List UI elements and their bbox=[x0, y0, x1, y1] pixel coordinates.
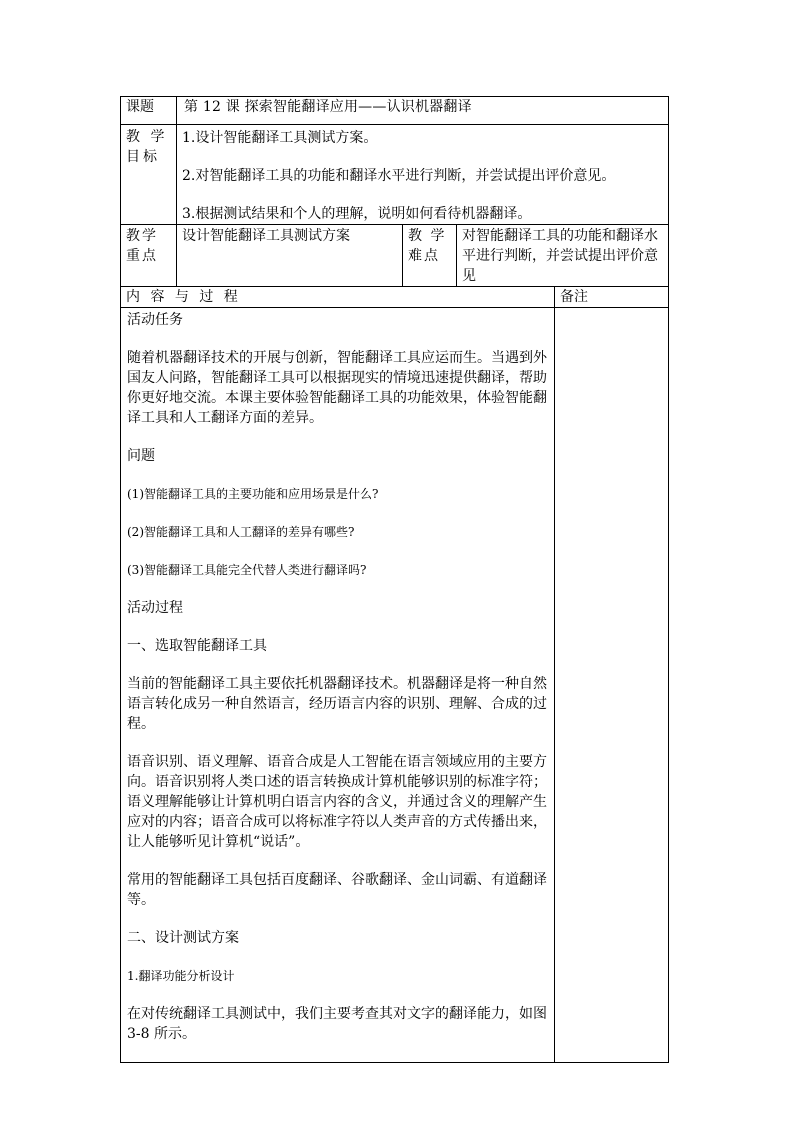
title-row bbox=[121, 97, 669, 125]
paragraph: 随着机器翻译技术的开展与创新，智能翻译工具应运而生。当遇到外国友人问路，智能翻译工具可以根据现实的情境迅速提供翻译，帮助你更好地交流。本课主要体验智能翻译工具的功能效果，体验智能翻译工具和人工翻译方面的差异。 bbox=[127, 350, 547, 426]
content-row bbox=[121, 308, 669, 1063]
difficulty-label: 教 学 难点 bbox=[403, 225, 457, 287]
key-point-text: 设计智能翻译工具测试方案 bbox=[177, 225, 403, 287]
section-heading: 活动过程 bbox=[127, 600, 183, 616]
section-heading: 问题 bbox=[127, 448, 155, 464]
objective-item: 1.设计智能翻译工具测试方案。 bbox=[182, 130, 378, 146]
remarks-header: 备注 bbox=[555, 287, 669, 308]
objectives-row bbox=[121, 125, 669, 225]
difficulty-text: 对智能翻译工具的功能和翻译水平进行判断，并尝试提出评价意见 bbox=[457, 225, 669, 287]
lesson-label: 课题 bbox=[121, 97, 177, 125]
objectives-label: 教 学 目标 bbox=[121, 125, 177, 225]
question-item: (2)智能翻译工具和人工翻译的差异有哪些? bbox=[127, 525, 355, 539]
paragraph: 语音识别、语义理解、语音合成是人工智能在语言领域应用的主要方向。语音识别将人类口述的语言转换成计算机能够识别的标准字符；语义理解能够让计算机明白语言内容的含义，并通过含义的理解产生应对的内容；语音合成可以将标准字符以人类声音的方式传播出来，让人能够听见计算机“说话”。 bbox=[127, 754, 547, 850]
paragraph: 在对传统翻译工具测试中，我们主要考查其对文字的翻译能力，如图 3-8 所示。 bbox=[127, 1006, 547, 1042]
question-item: (1)智能翻译工具的主要功能和应用场景是什么? bbox=[127, 487, 379, 501]
column-header-row bbox=[121, 287, 669, 308]
question-item: (3)智能翻译工具能完全代替人类进行翻译吗? bbox=[127, 563, 367, 577]
key-point-label: 教学 重点 bbox=[121, 225, 177, 287]
content-cell bbox=[121, 308, 555, 1063]
objective-item: 2.对智能翻译工具的功能和翻译水平进行判断，并尝试提出评价意见。 bbox=[182, 168, 616, 184]
key-difficulty-row bbox=[121, 225, 669, 287]
subsection-heading: 1.翻译功能分析设计 bbox=[127, 969, 235, 983]
subsection-heading: 二、设计测试方案 bbox=[127, 930, 239, 946]
lesson-plan-table bbox=[120, 96, 669, 1063]
subsection-heading: 一、选取智能翻译工具 bbox=[127, 638, 267, 654]
objective-item: 3.根据测试结果和个人的理解，说明如何看待机器翻译。 bbox=[182, 206, 532, 222]
remarks-cell bbox=[555, 308, 669, 1063]
section-heading: 活动任务 bbox=[127, 312, 183, 328]
content-process-header: 内 容 与 过 程 bbox=[121, 287, 555, 308]
paragraph: 当前的智能翻译工具主要依托机器翻译技术。机器翻译是将一种自然语言转化成另一种自然语言，经历语言内容的识别、理解、合成的过程。 bbox=[127, 676, 547, 732]
lesson-title: 第 12 课 探索智能翻译应用——认识机器翻译 bbox=[177, 97, 669, 125]
paragraph: 常用的智能翻译工具包括百度翻译、谷歌翻译、金山词霸、有道翻译等。 bbox=[127, 872, 547, 908]
objectives-list bbox=[177, 125, 669, 225]
